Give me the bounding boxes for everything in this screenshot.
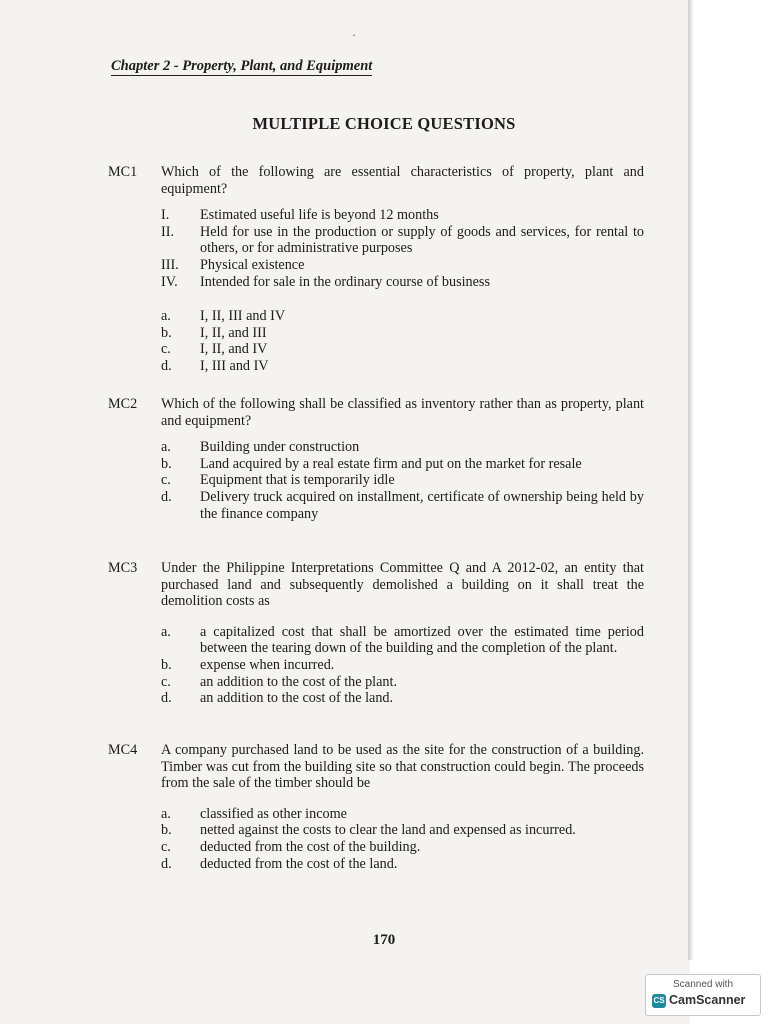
choice-item (161, 472, 644, 489)
question-stem: Which of the following are essential characteristics of property, plant and equipment? (161, 164, 644, 197)
choice-text: Delivery truck acquired on installment, certificate of ownership being held by the finance company (200, 488, 644, 522)
choice-text: expense when incurred. (200, 656, 335, 673)
question-mc4 (108, 742, 644, 872)
choice-label: d. (161, 855, 172, 872)
statement-label: I. (161, 207, 170, 224)
choice-list (161, 806, 644, 872)
choice-label: a. (161, 439, 171, 456)
watermark-caption: Scanned with (672, 979, 734, 990)
choice-item (161, 839, 644, 856)
choice-label: b. (161, 656, 172, 673)
question-stem: A company purchased land to be used as the site for the construction of a building. Timber was cut from the building site so that construction could begin. The proceeds from the sale of the timber should be (161, 742, 644, 792)
choice-text: I, II, and III (200, 324, 267, 341)
statement-item (161, 274, 644, 291)
choice-label: b. (161, 822, 172, 839)
choice-text: an addition to the cost of the land. (200, 690, 394, 707)
choice-item (161, 456, 644, 473)
statement-label: IV. (161, 273, 178, 290)
choice-text: Land acquired by a real estate firm and put on the market for resale (200, 455, 582, 472)
choice-list (161, 308, 644, 374)
choice-label: c. (161, 472, 171, 489)
choice-item (161, 674, 644, 691)
question-number: MC1 (108, 164, 138, 180)
question-stem: Under the Philippine Interpretations Committee Q and A 2012-02, an entity that purchased land and subsequently demolished a building on it shall treat the demolition costs as (161, 560, 644, 610)
choice-label: c. (161, 673, 171, 690)
choice-item (161, 856, 644, 873)
question-number: MC2 (108, 396, 138, 412)
question-mc2 (108, 396, 644, 522)
chapter-title: Chapter 2 - Property, Plant, and Equipment (111, 58, 373, 74)
question-stem: Which of the following shall be classified as inventory rather than as property, plant and equipment? (161, 396, 644, 429)
statement-item (161, 257, 644, 274)
choice-text: I, II, and IV (200, 341, 268, 358)
choice-text: netted against the costs to clear the land and expensed as incurred. (200, 822, 576, 839)
choice-text: I, III and IV (200, 357, 269, 374)
choice-item (161, 489, 644, 522)
choice-item (161, 358, 644, 375)
choice-item (161, 657, 644, 674)
question-mc1 (108, 164, 644, 375)
statement-text: Held for use in the production or supply of goods and services, for rental to others, or for administrative purposes (200, 223, 644, 257)
choice-label: d. (161, 690, 172, 707)
choice-text: I, II, III and IV (200, 308, 286, 325)
choice-item (161, 690, 644, 707)
choice-label: a. (161, 805, 171, 822)
statement-text: Estimated useful life is beyond 12 months (200, 207, 439, 224)
question-number: MC4 (108, 742, 138, 758)
choice-text: an addition to the cost of the plant. (200, 673, 398, 690)
page-edge-shadow (688, 0, 694, 960)
choice-list (161, 439, 644, 522)
choice-label: b. (161, 324, 172, 341)
choice-item (161, 624, 644, 657)
choice-label: c. (161, 838, 171, 855)
choice-label: c. (161, 341, 171, 358)
statement-text: Physical existence (200, 256, 305, 273)
choice-text: Equipment that is temporarily idle (200, 472, 395, 489)
camscanner-logo-icon: CS (652, 994, 666, 1008)
choice-text: a capitalized cost that shall be amortized over the estimated time period between the tearing down of the building and the completion of the plant. (200, 623, 644, 657)
choice-text: Building under construction (200, 439, 360, 456)
statement-text: Intended for sale in the ordinary course of business (200, 273, 490, 290)
statement-label: III. (161, 256, 179, 273)
choice-item (161, 341, 644, 358)
choice-label: d. (161, 488, 172, 505)
choice-label: d. (161, 357, 172, 374)
choice-list (161, 624, 644, 707)
camscanner-watermark (645, 974, 761, 1016)
watermark-name: CamScanner (669, 993, 746, 1007)
statement-list (161, 207, 644, 290)
statement-item (161, 207, 644, 224)
choice-item (161, 822, 644, 839)
choice-label: b. (161, 455, 172, 472)
choice-text: classified as other income (200, 805, 347, 822)
choice-label: a. (161, 308, 171, 325)
statement-label: II. (161, 223, 174, 240)
choice-item (161, 806, 644, 823)
section-heading: MULTIPLE CHOICE QUESTIONS (252, 114, 516, 133)
question-mc3 (108, 560, 644, 707)
page-number: 170 (372, 932, 396, 948)
question-number: MC3 (108, 560, 138, 576)
statement-item (161, 224, 644, 257)
choice-text: deducted from the cost of the land. (200, 855, 398, 872)
choice-item (161, 308, 644, 325)
choice-text: deducted from the cost of the building. (200, 838, 421, 855)
choice-label: a. (161, 623, 171, 640)
scan-mark: · (352, 28, 356, 42)
choice-item (161, 439, 644, 456)
choice-item (161, 325, 644, 342)
